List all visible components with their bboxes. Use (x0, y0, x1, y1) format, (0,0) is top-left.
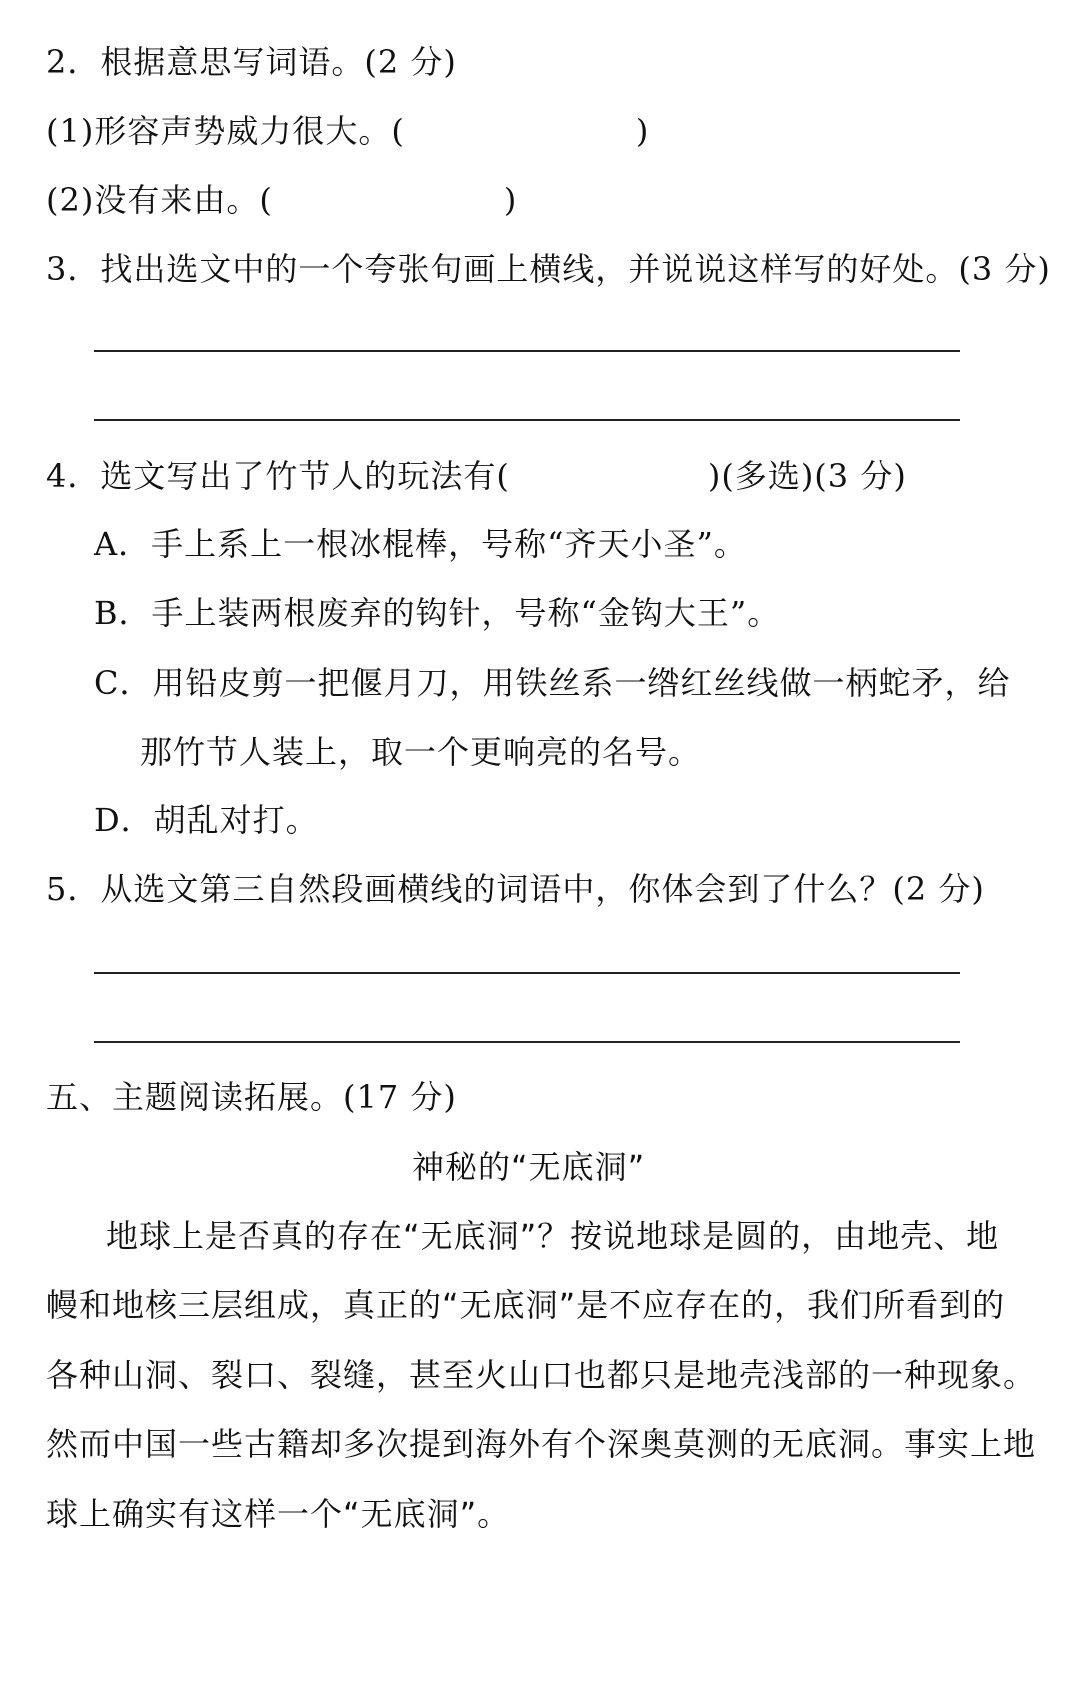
passage-title: 神秘的“无底洞” (412, 1148, 646, 1186)
question-4-title: 4．选文写出了竹节人的玩法有( )(多选)(3 分) (46, 457, 907, 495)
answer-line[interactable] (94, 1041, 960, 1043)
answer-line[interactable] (94, 350, 960, 352)
answer-line[interactable] (94, 419, 960, 421)
passage-line: 球上确实有这样一个“无底洞”。 (46, 1495, 511, 1533)
passage-line: 地球上是否真的存在“无底洞”？按说地球是圆的，由地壳、地 (106, 1217, 1000, 1255)
question-2-title: 2．根据意思写词语。(2 分) (46, 43, 457, 81)
answer-line[interactable] (94, 972, 960, 974)
passage-line: 然而中国一些古籍却多次提到海外有个深奥莫测的无底洞。事实上地 (46, 1425, 1037, 1463)
question-2-item-2: (2)没有来由。( ) (46, 181, 518, 219)
section-heading: 五、主题阅读拓展。(17 分) (46, 1078, 457, 1116)
passage-line: 幔和地核三层组成，真正的“无底洞”是不应存在的，我们所看到的 (46, 1286, 1006, 1324)
passage-line: 各种山洞、裂口、裂缝，甚至火山口也都只是地壳浅部的一种现象。 (46, 1356, 1037, 1394)
question-5-title: 5．从选文第三自然段画横线的词语中，你体会到了什么？(2 分) (46, 870, 985, 908)
question-2-item-1: (1)形容声势威力很大。( ) (46, 112, 650, 150)
option-b: B．手上装两根废弃的钩针，号称“金钩大王”。 (94, 594, 781, 632)
option-c-line-2: 那竹节人装上，取一个更响亮的名号。 (140, 733, 702, 771)
option-d: D．胡乱对打。 (94, 801, 319, 839)
option-a: A．手上系上一根冰棍棒，号称“齐天小圣”。 (94, 525, 747, 563)
question-3-title: 3．找出选文中的一个夸张句画上横线，并说说这样写的好处。(3 分) (46, 250, 1051, 288)
option-c-line-1: C．用铅皮剪一把偃月刀，用铁丝系一绺红丝线做一柄蛇矛，给 (94, 664, 1011, 702)
